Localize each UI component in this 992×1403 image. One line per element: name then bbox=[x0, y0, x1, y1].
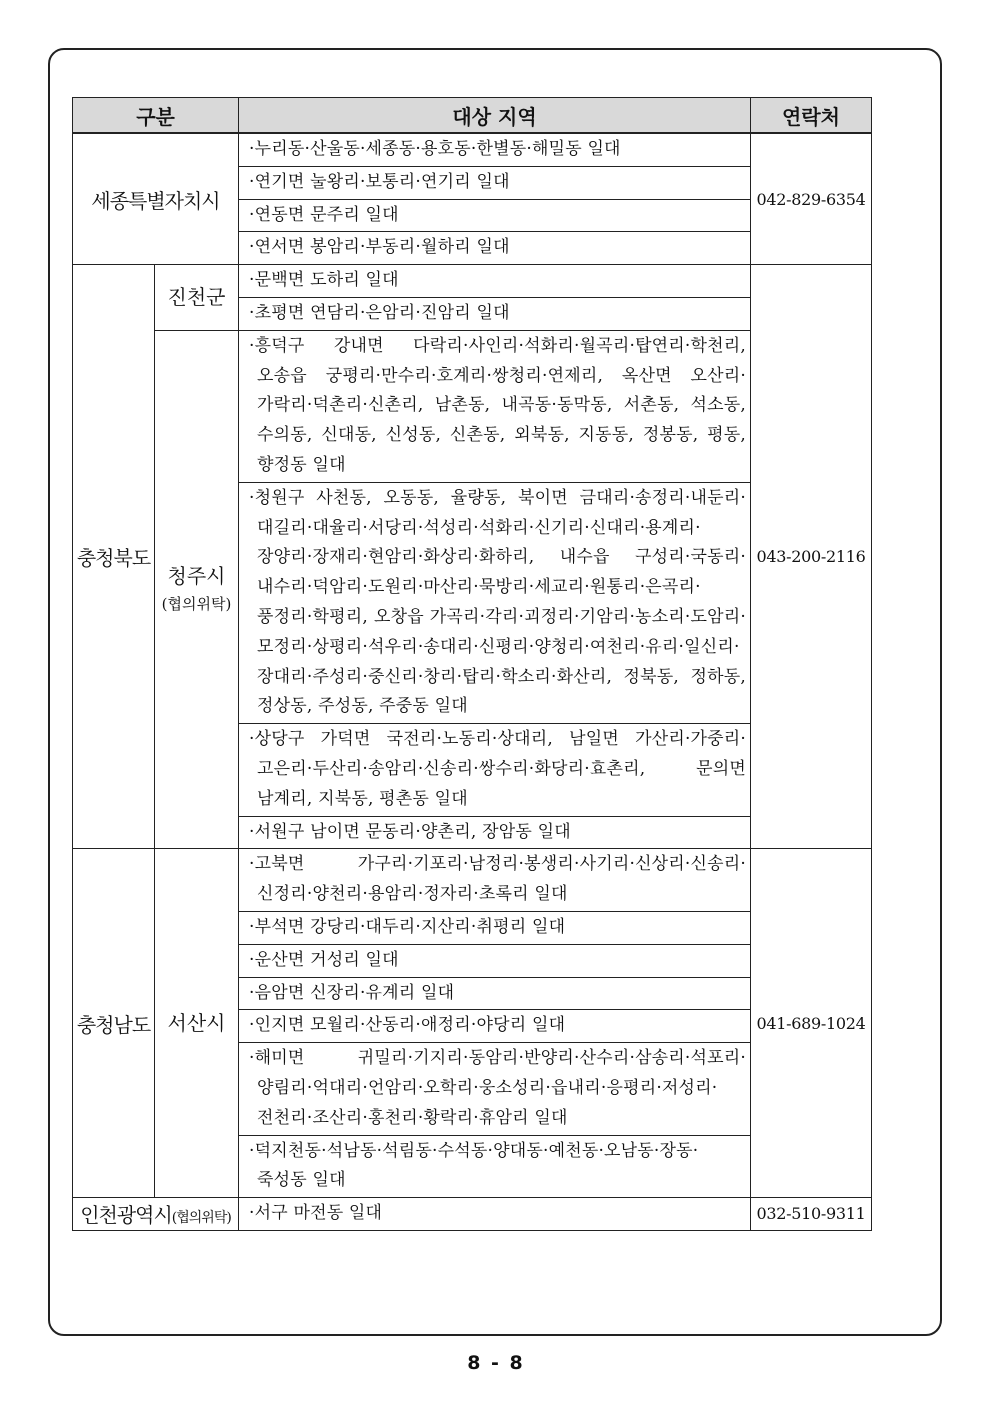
region-chungbuk: 충청북도 bbox=[73, 265, 155, 849]
region-incheon-name: 인천광역시 bbox=[80, 1203, 172, 1228]
contact-chungbuk: 043-200-2116 bbox=[751, 265, 872, 849]
contact-chungnam: 041-689-1024 bbox=[751, 849, 872, 1198]
region-chungnam: 충청남도 bbox=[73, 849, 155, 1198]
area-cell: ·연서면 봉암리·부동리·월하리 일대 bbox=[239, 232, 751, 265]
area-cell: ·청원구 사천동, 오동동, 율량동, 북이면 금대리·송정리·내둔리·대길리·대율리·서당리·석성리·석화리·신기리·신대리·용계리·장양리·장재리·현암리·화상리·화하리, 내수읍 구성리·국동리·내수리·덕암리·도원리·마산리·묵방리·세교리·원통리·은곡리·풍정리·학평리, 오창읍 가곡리·각리·괴정리·기암리·농소리·도암리·모정리·상평리·석우리·송대리·신평리·양청리·여천리·유리·일신리·장대리·주성리·중신리·창리·탑리·학소리·화산리, 정북동, 정하동, 정상동, 주성동, 주중동 일대 bbox=[239, 482, 751, 723]
area-cell: ·음암면 신장리·유계리 일대 bbox=[239, 977, 751, 1010]
area-cell: ·연동면 문주리 일대 bbox=[239, 199, 751, 232]
city-cheongju bbox=[155, 330, 239, 849]
area-cell: ·덕지천동·석남동·석림동·수석동·양대동·예천동·오남동·장동·죽성동 일대 bbox=[239, 1135, 751, 1198]
area-cell: ·인지면 모월리·산동리·애정리·야당리 일대 bbox=[239, 1010, 751, 1043]
area-cell: ·누리동·산울동·세종동·용호동·한별동·해밀동 일대 bbox=[239, 133, 751, 166]
area-cell: ·고북면 가구리·기포리·남정리·봉생리·사기리·신상리·신송리·신정리·양천리·용암리·정자리·초록리 일대 bbox=[239, 849, 751, 912]
area-cell: ·연기면 눌왕리·보통리·연기리 일대 bbox=[239, 166, 751, 199]
area-cell: ·문백면 도하리 일대 bbox=[239, 265, 751, 298]
regions-table bbox=[72, 97, 872, 1231]
area-cell: ·초평면 연담리·은암리·진암리 일대 bbox=[239, 297, 751, 330]
table-row bbox=[73, 849, 872, 912]
area-cell: ·부석면 강당리·대두리·지산리·취평리 일대 bbox=[239, 911, 751, 944]
table-row bbox=[73, 265, 872, 298]
table-row bbox=[73, 133, 872, 166]
region-sejong: 세종특별자치시 bbox=[73, 133, 239, 265]
city-cheongju-note: (협의위탁) bbox=[161, 594, 232, 613]
area-cell: ·서원구 남이면 문동리·양촌리, 장암동 일대 bbox=[239, 816, 751, 849]
region-incheon bbox=[73, 1198, 239, 1231]
table-row bbox=[73, 1198, 872, 1231]
area-cell: ·서구 마전동 일대 bbox=[239, 1198, 751, 1231]
area-cell: ·해미면 귀밀리·기지리·동암리·반양리·산수리·삼송리·석포리·양림리·억대리·언암리·오학리·웅소성리·읍내리·응평리·저성리·전천리·조산리·홍천리·황락리·휴암리 일대 bbox=[239, 1043, 751, 1135]
table-header-row bbox=[73, 98, 872, 134]
contact-sejong: 042-829-6354 bbox=[751, 133, 872, 265]
contact-incheon: 032-510-9311 bbox=[751, 1198, 872, 1231]
area-cell: ·운산면 거성리 일대 bbox=[239, 944, 751, 977]
city-jincheon: 진천군 bbox=[155, 265, 239, 331]
region-incheon-note: (협의위탁) bbox=[171, 1210, 231, 1227]
city-seosan: 서산시 bbox=[155, 849, 239, 1198]
page-number: 8 - 8 bbox=[467, 1352, 525, 1374]
header-contact: 연락처 bbox=[751, 98, 872, 134]
header-category: 구분 bbox=[73, 98, 239, 134]
city-cheongju-name: 청주시 bbox=[167, 563, 226, 588]
area-cell: ·상당구 가덕면 국전리·노동리·상대리, 남일면 가산리·가중리·고은리·두산리·송암리·신송리·쌍수리·화당리·효촌리, 문의면 남계리, 지북동, 평촌동 일대 bbox=[239, 724, 751, 816]
header-target-area: 대상 지역 bbox=[239, 98, 751, 134]
area-cell: ·흥덕구 강내면 다락리·사인리·석화리·월곡리·탑연리·학천리, 오송읍 궁평리·만수리·호계리·쌍청리·연제리, 옥산면 오산리·가락리·덕촌리·신촌리, 남촌동, 내곡동·동막동, 서촌동, 석소동, 수의동, 신대동, 신성동, 신촌동, 외북동, 지동동, 정봉동, 평동, 향정동 일대 bbox=[239, 330, 751, 482]
